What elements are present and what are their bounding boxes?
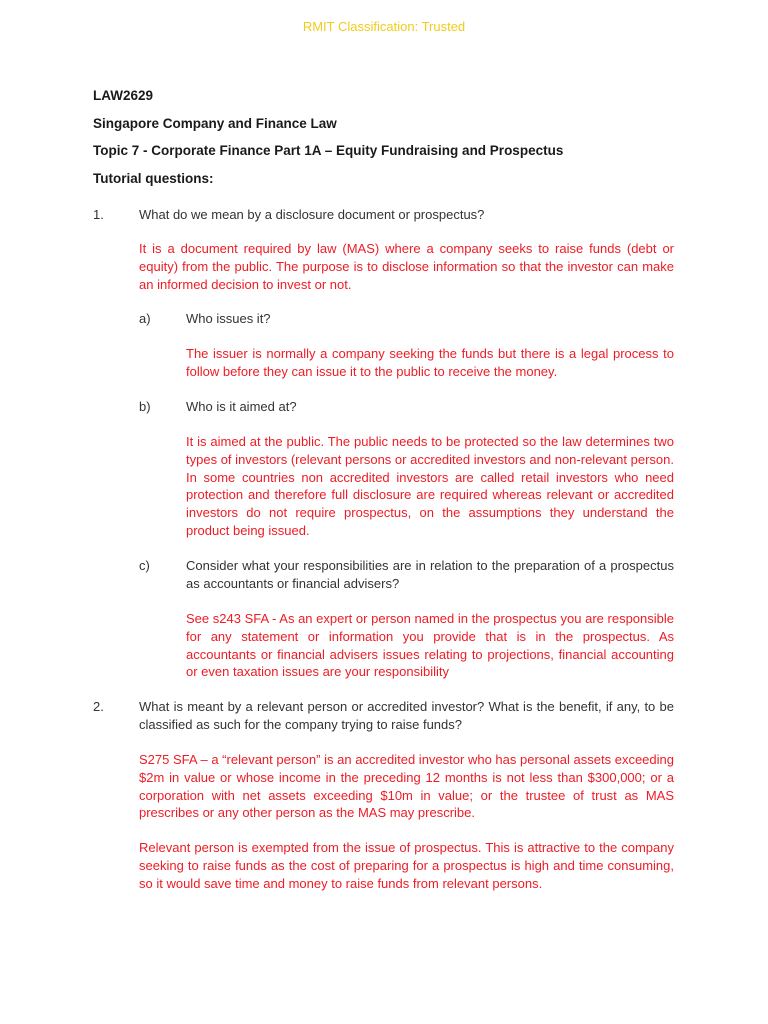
subquestion-answer: The issuer is normally a company seeking the funds but there is a legal process to follow before they can issue it to the public to receive the money. xyxy=(186,346,674,379)
question-text: What do we mean by a disclosure document or prospectus? xyxy=(139,207,485,222)
answer-text: Relevant person is exempted from the issue of prospectus. This is attractive to the company seeking to raise funds as the cost of preparing for a prospectus is high and time consuming, so it would save time and money to raise funds from relevant persons. xyxy=(139,840,674,891)
question-number: 2. xyxy=(93,699,104,714)
subquestion-label: c) xyxy=(139,558,150,573)
answer-text: S275 SFA – a “relevant person” is an accredited investor who has personal assets exceeding $2m in value or whose income in the preceding 12 months is not less than $300,000; or a corporation with net assets exceeding $10m in value; or the trustee of trust as MAS prescribes or any other person as the MAS may prescribe. xyxy=(139,752,674,821)
subquestion-label: a) xyxy=(139,311,151,326)
section-title: Tutorial questions: xyxy=(93,171,214,186)
subquestion-label: b) xyxy=(139,399,151,414)
course-name: Singapore Company and Finance Law xyxy=(93,116,337,131)
topic-title: Topic 7 - Corporate Finance Part 1A – Equity Fundraising and Prospectus xyxy=(93,143,564,158)
question-text: What is meant by a relevant person or accredited investor? What is the benefit, if any, to be classified as such for the company trying to raise funds? xyxy=(139,699,674,732)
course-code: LAW2629 xyxy=(93,88,154,103)
subquestion-text: Who issues it? xyxy=(186,311,271,326)
subquestion-text: Consider what your responsibilities are in relation to the preparation of a prospectus as accountants or financial advisers? xyxy=(186,558,674,591)
subquestion-answer: See s243 SFA - As an expert or person named in the prospectus you are responsible for any statement or information you provide that is in the prospectus. As accountants or financial advisers issues relating to projections, financial accounting or even taxation issues are your responsibility xyxy=(186,611,674,680)
classification-label: RMIT Classification: Trusted xyxy=(302,19,466,34)
subquestion-answer: It is aimed at the public. The public needs to be protected so the law determines two types of investors (relevant persons or accredited investors and non-relevant person. In some countries non accredited investors are called retail investors who need protection and therefore full disclosure are required whereas relevant or accredited investors do not require prospectus, on the assumptions they understand the product being issued. xyxy=(186,434,674,538)
answer-text: It is a document required by law (MAS) where a company seeks to raise funds (debt or equity) from the public. The purpose is to disclose information so that the investor can make an informed decision to invest or not. xyxy=(139,241,674,292)
question-number: 1. xyxy=(93,207,104,222)
subquestion-text: Who is it aimed at? xyxy=(186,399,297,414)
